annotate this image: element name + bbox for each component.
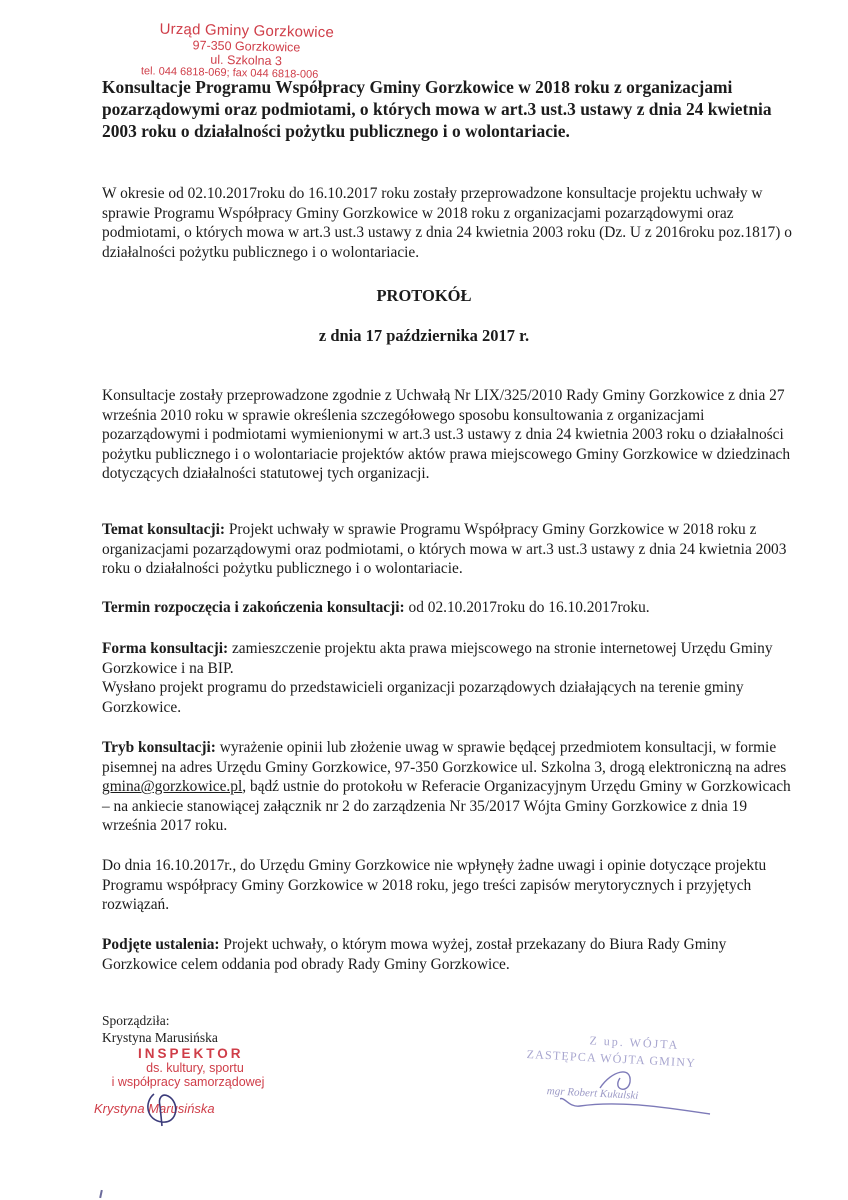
stamp-office-postcode: 97-350 Gorzkowice [192, 38, 301, 55]
decision-paragraph [102, 935, 792, 974]
wojt-line-1: Z up. WÓJTA [589, 1033, 680, 1052]
mode-text-before: wyrażenie opinii lub złożenie uwag w sprawie będącej przedmiotem konsultacji, w formie pisemnej na adres Urzędu Gminy Gorzkowice, 97-350 Gorzkowice ul. Szkolna 3, drogą elektroniczną na adres [102, 739, 787, 776]
stamp-office-street: ul. Szkolna 3 [210, 52, 283, 69]
form-label: Forma konsultacji: [102, 640, 229, 657]
decision-label: Podjęte ustalenia: [102, 936, 220, 953]
protocol-heading: PROTOKÓŁ [376, 286, 472, 305]
wojt-line-3: mgr Robert Kukulski [546, 1085, 639, 1102]
signature-right-icon [560, 1048, 720, 1128]
prepared-by-label: Sporządziła: [102, 1013, 170, 1028]
inspektor-line-1: ds. kultury, sportu [146, 1061, 244, 1075]
office-stamp [131, 20, 362, 82]
term-text: od 02.10.2017roku do 16.10.2017roku. [404, 599, 650, 616]
inspektor-name: Krystyna Marusińska [94, 1101, 215, 1116]
prepared-by-block [102, 1012, 218, 1046]
protocol-date: z dnia 17 października 2017 r. [318, 326, 530, 345]
inspektor-title: INSPEKTOR [138, 1046, 244, 1061]
form-text-2: Wysłano projekt programu do przedstawicieli organizacji pozarządowych działających na terenie gminy Gorzkowice. [102, 679, 744, 716]
term-paragraph [102, 598, 792, 618]
form-paragraph [102, 639, 792, 717]
mode-label: Tryb konsultacji: [102, 739, 216, 756]
signature-left-icon [140, 1088, 200, 1128]
subject-paragraph [102, 520, 792, 579]
decision-text: Projekt uchwały, o którym mowa wyżej, został przekazany do Biura Rady Gminy Gorzkowice celem oddania pod obrady Rady Gminy Gorzkowice. [102, 936, 727, 973]
scan-edge-mark [99, 1190, 103, 1198]
term-label: Termin rozpoczęcia i zakończenia konsultacji: [102, 599, 405, 616]
legal-basis-paragraph: Konsultacje zostały przeprowadzone zgodnie z Uchwałą Nr LIX/325/2010 Rady Gminy Gorzkowice z dnia 27 września 2010 roku w sprawie określenia szczegółowego sposobu konsultowania z organizacjami pozarządowymi i podmiotami wymienionymi w art.3 ust.3 ustawy z dnia 24 kwietnia 2003 roku o działalności pożytku publicznego i o wolontariacie projektów aktów prawa miejscowego Gminy Gorzkowice w dziedzinach dotyczących działalności statutowej tych organizacji. [102, 387, 791, 483]
outcome-paragraph: Do dnia 16.10.2017r., do Urzędu Gminy Gorzkowice nie wpłynęły żadne uwagi i opinie dotyczące projektu Programu współpracy Gminy Gorzkowice w 2018 roku, jego treści zapisów merytorycznych i przyjętych rozwiązań. [102, 857, 767, 914]
mode-paragraph [102, 738, 792, 836]
stamp-office-phone: tel. 044 6818-069; fax 044 6818-006 [140, 65, 319, 81]
intro-paragraph: W okresie od 02.10.2017roku do 16.10.2017 roku zostały przeprowadzone konsultacje projektu uchwały w sprawie Programu Współpracy Gminy Gorzkowice w 2018 roku z organizacjami pozarządowymi oraz podmiotami, o których mowa w art.3 ust.3 ustawy z dnia 24 kwietnia 2003 roku (Dz. U z 2016roku poz.1817) o działalności pożytku publicznego i o wolontariacie. [102, 185, 792, 261]
prepared-by-name: Krystyna Marusińska [102, 1030, 218, 1045]
stamp-office-name: Urząd Gminy Gorzkowice [159, 20, 335, 42]
wojt-line-2: ZASTĘPCA WÓJTA GMINY [526, 1046, 697, 1070]
mode-text-after: , bądź ustnie do protokołu w Referacie Organizacyjnym Urzędu Gminy w Gorzkowicach – na ankiecie stanowiącej załącznik nr 2 do zarządzenia Nr 35/2017 Wójta Gminy Gorzkowice z dnia 19 września 2017 roku. [102, 778, 791, 835]
subject-label: Temat konsultacji: [102, 521, 225, 538]
inspektor-line-2: i współpracy samorządowej [111, 1075, 265, 1089]
form-text: zamieszczenie projektu akta prawa miejscowego na stronie internetowej Urzędu Gminy Gorzkowice i na BIP. [102, 640, 773, 677]
document-title: Konsultacje Programu Współpracy Gminy Gorzkowice w 2018 roku z organizacjami pozarządowymi oraz podmiotami, o których mowa w art.3 ust.3 ustawy z dnia 24 kwietnia 2003 roku o działalności pożytku publicznego i o wolontariacie. [102, 77, 772, 141]
email-link[interactable]: gmina@gorzkowice.pl [102, 778, 243, 796]
subject-text: Projekt uchwały w sprawie Programu Współpracy Gminy Gorzkowice w 2018 roku z organizacjami pozarządowymi oraz podmiotami, o których mowa w art.3 ust.3 ustawy z dnia 24 kwietnia 2003 roku o działalności pożytku publicznego i o wolontariacie. [102, 521, 787, 578]
